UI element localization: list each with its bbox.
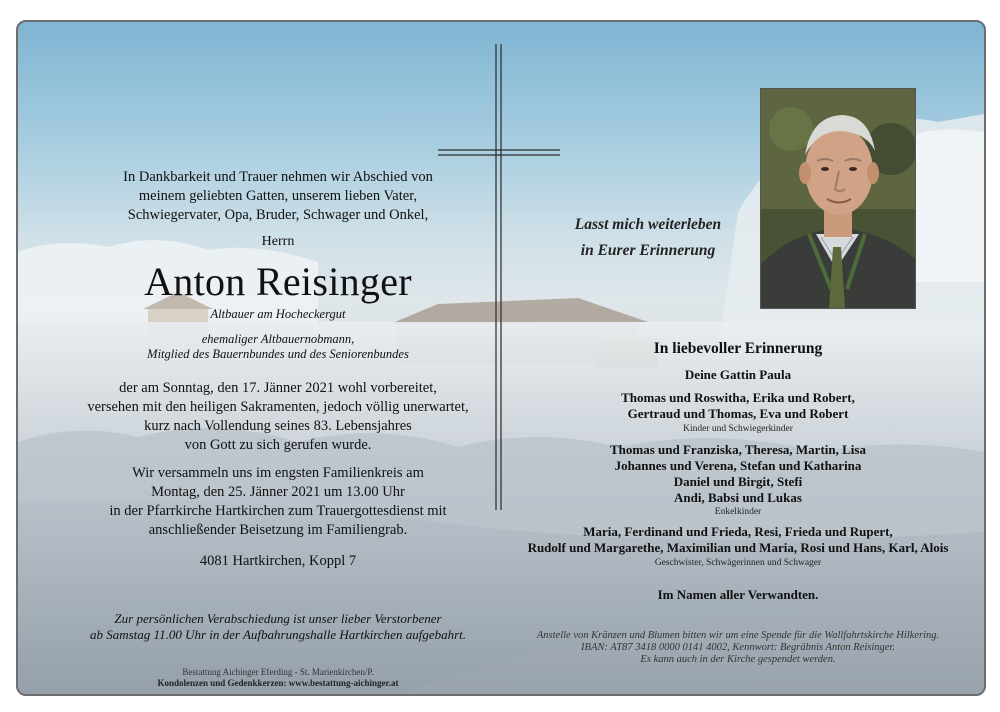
salutation: Herrn [261,234,295,249]
death-line: versehen mit den heiligen Sakramenten, jedoch völlig unerwartet, [87,399,469,415]
farewell-line: Zur persönlichen Verabschiedung ist unser lieber Verstorbener [114,611,442,626]
intro-line: In Dankbarkeit und Trauer nehmen wir Abschied von [123,169,433,185]
intro-line: meinem geliebten Gatten, unserem lieben Vater, [138,188,418,204]
motto-line: in Eurer Erinnerung [580,242,716,259]
children-line: Gertraud und Thomas, Eva und Robert [627,406,849,421]
role-line: Mitglied des Bauernbundes und des Seniorenbundes [147,347,409,361]
siblings-names [498,524,978,556]
condolences-link-text: Kondolenzen und Gedenkkerzen: www.bestattung-aichinger.at [157,678,399,688]
funeral-line: Montag, den 25. Jänner 2021 um 13.00 Uhr [151,484,405,500]
funeral-line: Wir versammeln uns im engsten Familienkreis am [132,465,424,481]
donation-line: IBAN: AT87 3418 0000 0141 4002, Kennwort: Begräbnis Anton Reisinger. [581,642,895,653]
text-layer [18,22,984,694]
death-line: der am Sonntag, den 17. Jänner 2021 wohl vorbereitet, [119,380,437,396]
role-line: ehemaliger Altbauernobmann, [201,332,355,346]
obituary-card [16,20,986,696]
siblings-line: Rudolf und Margarethe, Maximilian und Maria, Rosi und Hans, Karl, Alois [527,540,949,555]
death-notice [38,379,518,455]
siblings-line: Maria, Ferdinand und Frieda, Resi, Frieda und Rupert, [583,524,893,539]
funeral-home-footer [38,667,518,689]
family-address: 4081 Hartkirchen, Koppl 7 [199,553,357,569]
farewell-line: ab Samstag 11.00 Uhr in der Aufbahrungshalle Hartkirchen aufgebahrt. [89,627,467,642]
children-names [498,390,978,422]
siblings-caption: Geschwister, Schwägerinnen und Schwager [654,558,822,568]
closing-line: Im Namen aller Verwandten. [657,587,819,602]
memory-title: In liebevoller Erinnerung [653,340,823,357]
funeral-home-name: Bestattung Aichinger Eferding - St. Marienkirchen/P. [182,667,374,677]
deceased-roles [38,332,518,362]
children-caption: Kinder und Schwiegerkinder [683,424,793,434]
grandchildren-names [498,442,978,506]
funeral-line: in der Pfarrkirche Hartkirchen zum Trauergottesdienst mit [109,503,447,519]
funeral-line: anschließender Beisetzung im Familiengrab. [148,522,408,538]
grandchildren-caption: Enkelkinder [714,507,762,517]
deceased-name: Anton Reisinger [144,259,412,304]
donation-line: Anstelle von Kränzen und Blumen bitten wir um eine Spende für die Wallfahrtskirche Hilkering. [536,630,940,641]
death-line: von Gott zu sich gerufen wurde. [184,437,372,453]
intro-line: Schwiegervater, Opa, Bruder, Schwager und Onkel, [127,207,429,223]
portrait-photo [760,88,916,309]
grandchildren-line: Johannes und Verena, Stefan und Katharina [614,458,862,473]
spouse-line: Deine Gattin Paula [684,367,792,382]
motto [538,212,758,264]
grandchildren-line: Thomas und Franziska, Theresa, Martin, Lisa [610,442,866,457]
children-line: Thomas und Roswitha, Erika und Robert, [621,390,855,405]
death-line: kurz nach Vollendung seines 83. Lebensjahres [144,418,412,434]
grandchildren-line: Andi, Babsi und Lukas [674,490,802,505]
motto-line: Lasst mich weiterleben [574,216,722,233]
farewell-notice [38,611,518,643]
funeral-notice [38,464,518,540]
deceased-title: Altbauer am Hocheckergut [210,307,346,321]
intro-text [38,168,518,225]
donation-line: Es kann auch in der Kirche gespendet werden. [640,654,836,665]
grandchildren-line: Daniel und Birgit, Stefi [673,474,803,489]
portrait-illustration [761,89,915,308]
donation-notice [498,630,978,666]
